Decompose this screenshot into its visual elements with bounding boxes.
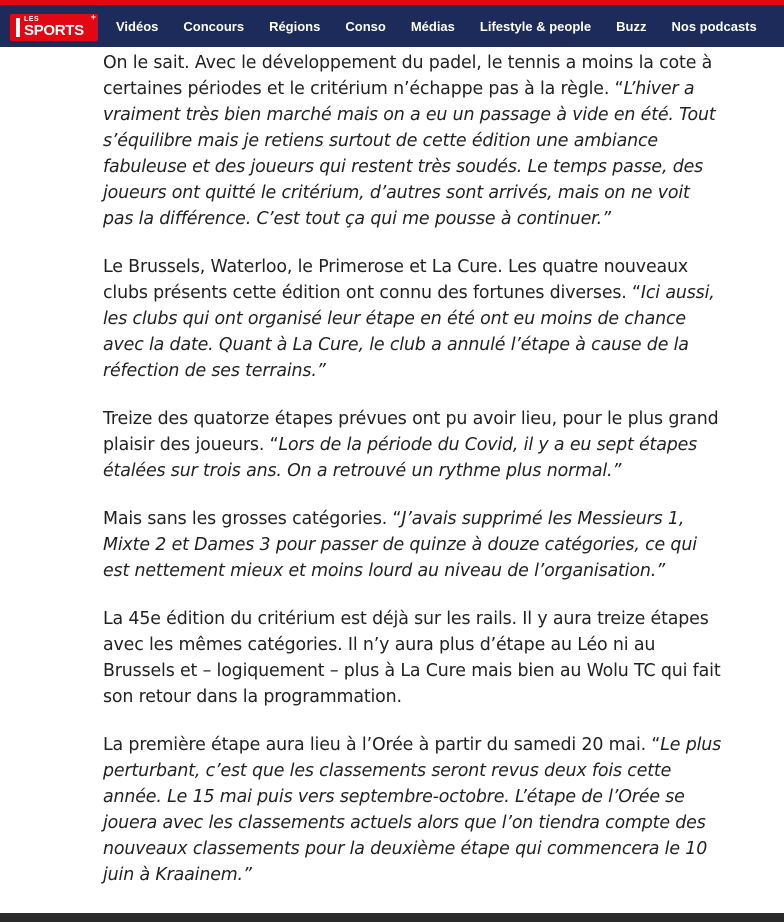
logo-small-label: LES [24,16,40,23]
nav-item-medias[interactable]: Médias [410,18,455,34]
paragraph-quote: Ici aussi, les clubs qui ont organisé leur étape en été ont eu moins de chance avec la date. Quant à La Cure, le club a annulé l’étape à cause de la réfection de ses terrains.” [103,283,715,381]
nav-item-lifestyle-people[interactable]: Lifestyle & people [479,18,592,34]
article-paragraph [103,406,723,484]
nav-item-conso[interactable]: Conso [345,18,386,34]
nav-item-concours[interactable]: Concours [183,18,245,34]
paragraph-text: La première étape aura lieu à l’Orée à partir du samedi 20 mai. “ [103,735,661,755]
nav-item-videos[interactable]: Vidéos [116,18,159,34]
paragraph-text: Treize des quatorze étapes prévues ont pu avoir lieu, pour le plus grand plaisir des joueurs. “ [103,409,719,455]
main-navigation-bar [0,5,784,47]
les-sports-logo[interactable] [10,14,98,41]
article-paragraph [103,732,723,888]
nav-item-nos-podcasts[interactable]: Nos podcasts [671,18,757,34]
nav-item-regions[interactable]: Régions [269,18,321,34]
paragraph-text: On le sait. Avec le développement du padel, le tennis a moins la cote à certaines périodes et le critérium n’échappe pas à la règle. “ [103,53,713,99]
logo-plus-icon: + [90,12,96,22]
logo-brand-name: SPORTS [24,22,84,39]
nav-item-buzz[interactable]: Buzz [616,18,647,34]
article-paragraph [103,254,723,384]
paragraph-quote: J’avais supprimé les Messieurs 1, Mixte 2 et Dames 3 pour passer de quinze à douze catégories, ce qui est nettement mieux et moins lourd au niveau de l’organisation.” [103,509,697,581]
article-paragraph [103,606,723,710]
paragraph-text: Le Brussels, Waterloo, le Primerose et La Cure. Les quatre nouveaux clubs présents cette édition ont connu des fortunes diverses. “ [103,257,689,303]
paragraph-quote: Le plus perturbant, c’est que les classements seront revus deux fois cette année. Le 15 mai puis vers septembre-octobre. L’étape de l’Orée se jouera avec les classements actuels alors que l’on tiendra compte des nouveaux classements pour la deuxième étape qui commencera le 10 juin à Kraainem.” [103,735,722,885]
article-paragraph [103,506,723,584]
article-body [103,50,723,910]
logo-bar-mark [16,18,20,37]
paragraph-quote: Lors de la période du Covid, il y a eu sept étapes étalées sur trois ans. On a retrouvé un rythme plus normal.” [103,435,698,481]
paragraph-quote: L’hiver a vraiment très bien marché mais on a eu un passage à vide en été. Tout s’équilibre mais je retiens surtout de cette édition une ambiance fabuleuse et des joueurs qui restent très soudés. Le temps passe, des joueurs ont quitté le critérium, d’autres sont arrivés, mais on ne voit pas la différence. C’est tout ça qui me pousse à continuer.” [103,79,716,229]
bottom-bar [0,913,784,922]
paragraph-text: Mais sans les grosses catégories. “ [103,509,402,529]
nav-menu [116,5,757,47]
paragraph-text: La 45e édition du critérium est déjà sur les rails. Il y aura treize étapes avec les mêmes catégories. Il n’y aura plus d’étape au Léo ni au Brussels et – logiquement – plus à La Cure mais bien au Wolu TC qui fait son retour dans la programmation. [103,609,721,707]
article-paragraph [103,50,723,232]
